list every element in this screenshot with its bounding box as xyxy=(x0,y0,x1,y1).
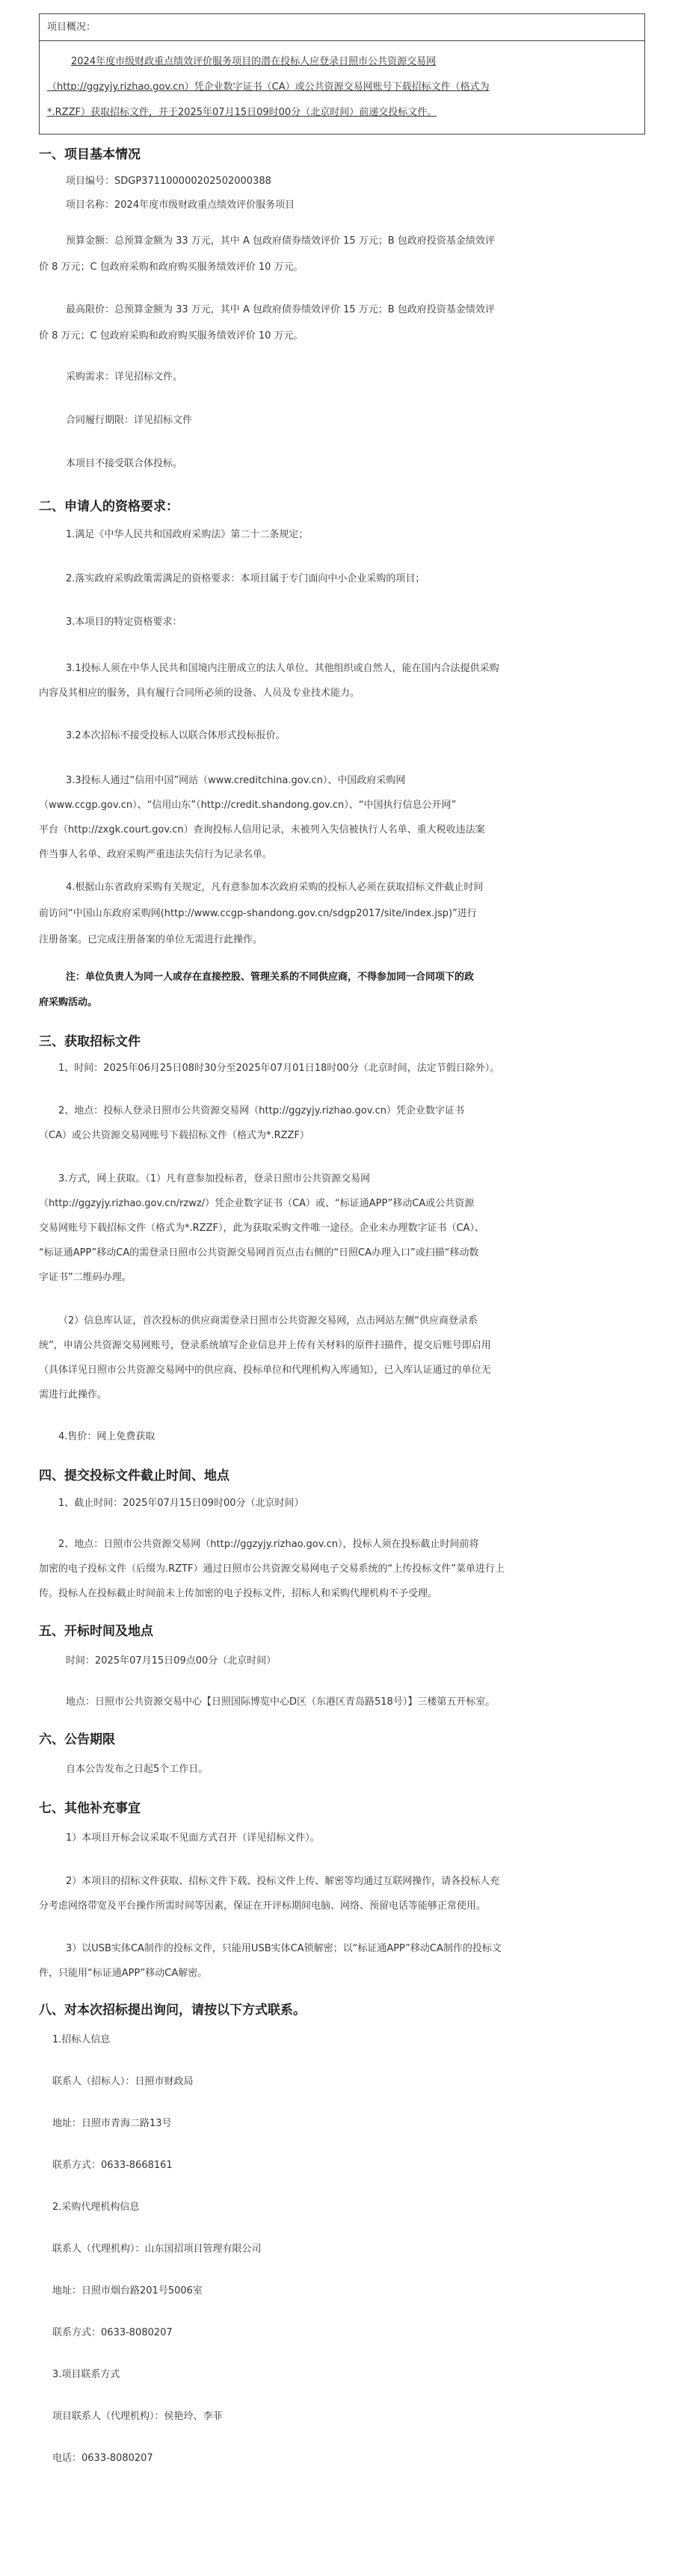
agency-contact: 联系人（代理机构）：山东国招项目管理有限公司 xyxy=(52,2243,262,2255)
document-price: 4.售价：网上免费获取 xyxy=(58,1431,155,1442)
supplement-item-3-line-1: 3）以USB实体CA制作的投标文件，只能用USB实体CA锁解密；以“标证通APP”移动CA制作的投标文 xyxy=(66,1943,502,1954)
acquire-method-line-2: （http://ggzyjy.rizhao.gov.cn/rzwz/）凭企业数字证书（CA）或、“标证通APP”移动CA或公共资源 xyxy=(39,1198,475,1209)
buyer-contact: 联系人（招标人）：日照市财政局 xyxy=(52,2076,194,2087)
submission-deadline: 1、截止时间：2025年07月15日09时00分（北京时间） xyxy=(58,1498,304,1509)
acquire-method-line-5: 字证书”二维码办理。 xyxy=(39,1272,132,1283)
info-auth-line-3: （具体详见日照市公共资源交易网中的供应商、投标单位和代理机构入库通知），已入库认证通过的单位无 xyxy=(39,1365,491,1376)
supplement-item-1: 1）本项目开标会议采取不见面方式召开（详见招标文件）。 xyxy=(66,1832,320,1844)
budget-line-1: 预算金额：总预算金额为 33 万元，其中 A 包政府债券绩效评价 15 万元；B 包政府投资基金绩效评 xyxy=(66,235,495,247)
info-auth-line-4: 需进行此操作。 xyxy=(39,1389,108,1400)
opening-place: 地点：日照市公共资源交易中心【日照国际博览中心D区（东港区青岛路518号）】三楼第五开标室。 xyxy=(66,1696,496,1708)
agency-address: 地址：日照市烟台路201号5006室 xyxy=(52,2285,203,2297)
supplement-item-2-line-1: 2）本项目的招标文件获取、招标文件下载、投标文件上传、解密等均通过互联网操作，请各投标人充 xyxy=(66,1876,500,1887)
section-2-heading: 二、申请人的资格要求： xyxy=(39,499,179,514)
qualification-item-3-3-line-1: 3.3投标人通过“信用中国”网站（www.creditchina.gov.cn）、中国政府采购网 xyxy=(66,775,406,786)
submission-place-line-2: 加密的电子投标文件（后缀为.RZTF）通过日照市公共资源交易网电子交易系统的“上传投标文件”菜单进行上 xyxy=(39,1563,505,1575)
qualification-item-4-line-3: 注册备案。已完成注册备案的单位无需进行此操作。 xyxy=(39,934,263,945)
info-auth-line-1: （2）信息库认证，首次投标的供应商需登录日照市公共资源交易网，点击网站左侧“供应商登录系 xyxy=(58,1315,478,1326)
qualification-item-1: 1.满足《中华人民共和国政府采购法》第二十二条规定； xyxy=(66,529,309,540)
overview-header xyxy=(40,14,644,41)
buyer-info-title: 1.招标人信息 xyxy=(52,2034,111,2045)
acquire-method-line-3: 交易网账号下载招标文件（格式为*.RZZF），此为获取采购文件唯一途径。企业未办理数字证书（CA）、 xyxy=(39,1223,484,1234)
overview-line-2: （http://ggzyjy.rizhao.gov.cn）凭企业数字证书（CA）或公共资源交易网账号下载招标文件（格式为 xyxy=(47,81,490,93)
acquire-method-line-4: “标证通APP”移动CA的需登录日照市公共资源交易网首页点击右侧的“日照CA办理入口”或扫描“移动数 xyxy=(39,1247,479,1258)
qualification-item-3-2: 3.2本次招标不接受投标人以联合体形式投标报价。 xyxy=(66,730,286,741)
max-price-line-1: 最高限价：总预算金额为 33 万元，其中 A 包政府债券绩效评价 15 万元；B 包政府投资基金绩效评 xyxy=(66,304,495,315)
acquire-method-line-1: 3.方式，网上获取。（1）凡有意参加投标者，登录日照市公共资源交易网 xyxy=(58,1173,371,1184)
overview-line-1: 2024年度市级财政重点绩效评价服务项目的潜在投标人应登录日照市公共资源交易网 xyxy=(71,56,437,67)
section-5-heading: 五、开标时间及地点 xyxy=(39,1624,153,1639)
submission-place-line-1: 2、地点：日照市公共资源交易网（http://ggzyjy.rizhao.gov.cn），投标人须在投标截止时间前将 xyxy=(58,1539,479,1550)
buyer-phone: 联系方式：0633-8668161 xyxy=(52,2160,173,2171)
supplement-item-3-line-2: 件，只能用“标证通APP”移动CA解密。 xyxy=(39,1968,208,1979)
section-7-heading: 七、其他补充事宜 xyxy=(39,1801,141,1816)
buyer-address: 地址：日照市青海二路13号 xyxy=(52,2118,172,2129)
notice-period: 自本公告发布之日起5个工作日。 xyxy=(66,1764,209,1775)
qualification-item-4-line-2: 前访问“中国山东政府采购网(http://www.ccgp-shandong.gov.cn/sdgp2017/site/index.jsp)”进行 xyxy=(39,908,477,919)
qualification-note-line-2: 府采购活动。 xyxy=(39,997,98,1008)
section-3-heading: 三、获取招标文件 xyxy=(39,1034,141,1049)
qualification-note-line-1: 注：单位负责人为同一人或存在直接控股、管理关系的不同供应商，不得参加同一合同项下的政 xyxy=(66,972,475,983)
submission-place-line-3: 传。投标人在投标截止时间前未上传加密的电子投标文件，招标人和采购代理机构不予受理。 xyxy=(39,1588,438,1599)
opening-time: 时间：2025年07月15日09点00分（北京时间） xyxy=(66,1655,277,1667)
qualification-item-4-line-1: 4.根据山东省政府采购有关规定，凡有意参加本次政府采购的投标人必须在获取招标文件截止时间 xyxy=(66,882,484,893)
project-contact-phone: 电话：0633-8080207 xyxy=(52,2453,153,2464)
project-contact-person: 项目联系人（代理机构）：侯艳玲、李菲 xyxy=(52,2411,223,2422)
project-name: 项目名称：2024年度市级财政重点绩效评价服务项目 xyxy=(66,200,295,211)
project-contact-title: 3.项目联系方式 xyxy=(52,2369,120,2380)
qualification-item-3: 3.本项目的特定资格要求： xyxy=(66,617,182,628)
max-price-line-2: 价 8 万元；C 包政府采购和政府购买服务绩效评价 10 万元。 xyxy=(39,330,304,342)
section-4-heading: 四、提交投标文件截止时间、地点 xyxy=(39,1468,229,1483)
qualification-item-3-1-line-1: 3.1投标人须在中华人民共和国境内注册成立的法人单位、其他组织或自然人，能在国内合法提供采购 xyxy=(66,663,499,674)
project-overview-box xyxy=(39,13,645,135)
acquire-place-line-2: （CA）或公共资源交易网账号下载招标文件（格式为*.RZZF） xyxy=(39,1130,309,1141)
budget-line-2: 价 8 万元；C 包政府采购和政府购买服务绩效评价 10 万元。 xyxy=(39,262,304,273)
procurement-requirement: 采购需求：详见招标文件。 xyxy=(66,371,183,383)
agency-phone: 联系方式：0633-8080207 xyxy=(52,2327,173,2338)
overview-line-3: *.RZZF）获取招标文件，并于2025年07月15日09时00分（北京时间）前递交投标文件。 xyxy=(47,107,437,118)
acquire-place-line-1: 2、地点：投标人登录日照市公共资源交易网（http://ggzyjy.rizhao.gov.cn）凭企业数字证书 xyxy=(58,1105,464,1116)
section-1-heading: 一、项目基本情况 xyxy=(39,147,141,162)
consortium-note: 本项目不接受联合体投标。 xyxy=(66,458,183,469)
qualification-item-2: 2.落实政府采购政策需满足的资格要求：本项目属于专门面向中小企业采购的项目； xyxy=(66,573,425,584)
supplement-item-2-line-2: 分考虑网络带宽及平台操作所需时间等因素，保证在开评标期间电脑、网络、预留电话等能够正常使用。 xyxy=(39,1900,487,1912)
overview-title: 项目概况： xyxy=(47,22,96,33)
section-8-heading: 八、对本次招标提出询问，请按以下方式联系。 xyxy=(39,2003,306,2018)
agency-info-title: 2.采购代理机构信息 xyxy=(52,2202,140,2213)
project-number: 项目编号：SDGP371100000202502000388 xyxy=(66,176,271,187)
qualification-item-3-3-line-3: 平台（http://zxgk.court.gov.cn）查询投标人信用记录，未被列入失信被执行人名单、重大税收违法案 xyxy=(39,824,485,835)
qualification-item-3-3-line-2: （www.ccgp.gov.cn）、“信用山东”（http://credit.shandong.gov.cn）、“中国执行信息公开网” xyxy=(39,800,457,811)
qualification-item-3-3-line-4: 件当事人名单、政府采购严重违法失信行为记录名单。 xyxy=(39,849,273,860)
qualification-item-3-1-line-2: 内容及其相应的服务，具有履行合同所必须的设备、人员及专业技术能力。 xyxy=(39,688,360,699)
info-auth-line-2: 统”，申请公共资源交易网账号，登录系统填写企业信息并上传有关材料的原件扫描件，提交后账号即启用 xyxy=(39,1340,491,1351)
contract-period: 合同履行期限：详见招标文件 xyxy=(66,415,193,426)
acquire-time: 1、时间：2025年06月25日08时30分至2025年07月01日18时00分（北京时间，法定节假日除外）。 xyxy=(58,1063,500,1074)
section-6-heading: 六、公告期限 xyxy=(39,1732,115,1747)
